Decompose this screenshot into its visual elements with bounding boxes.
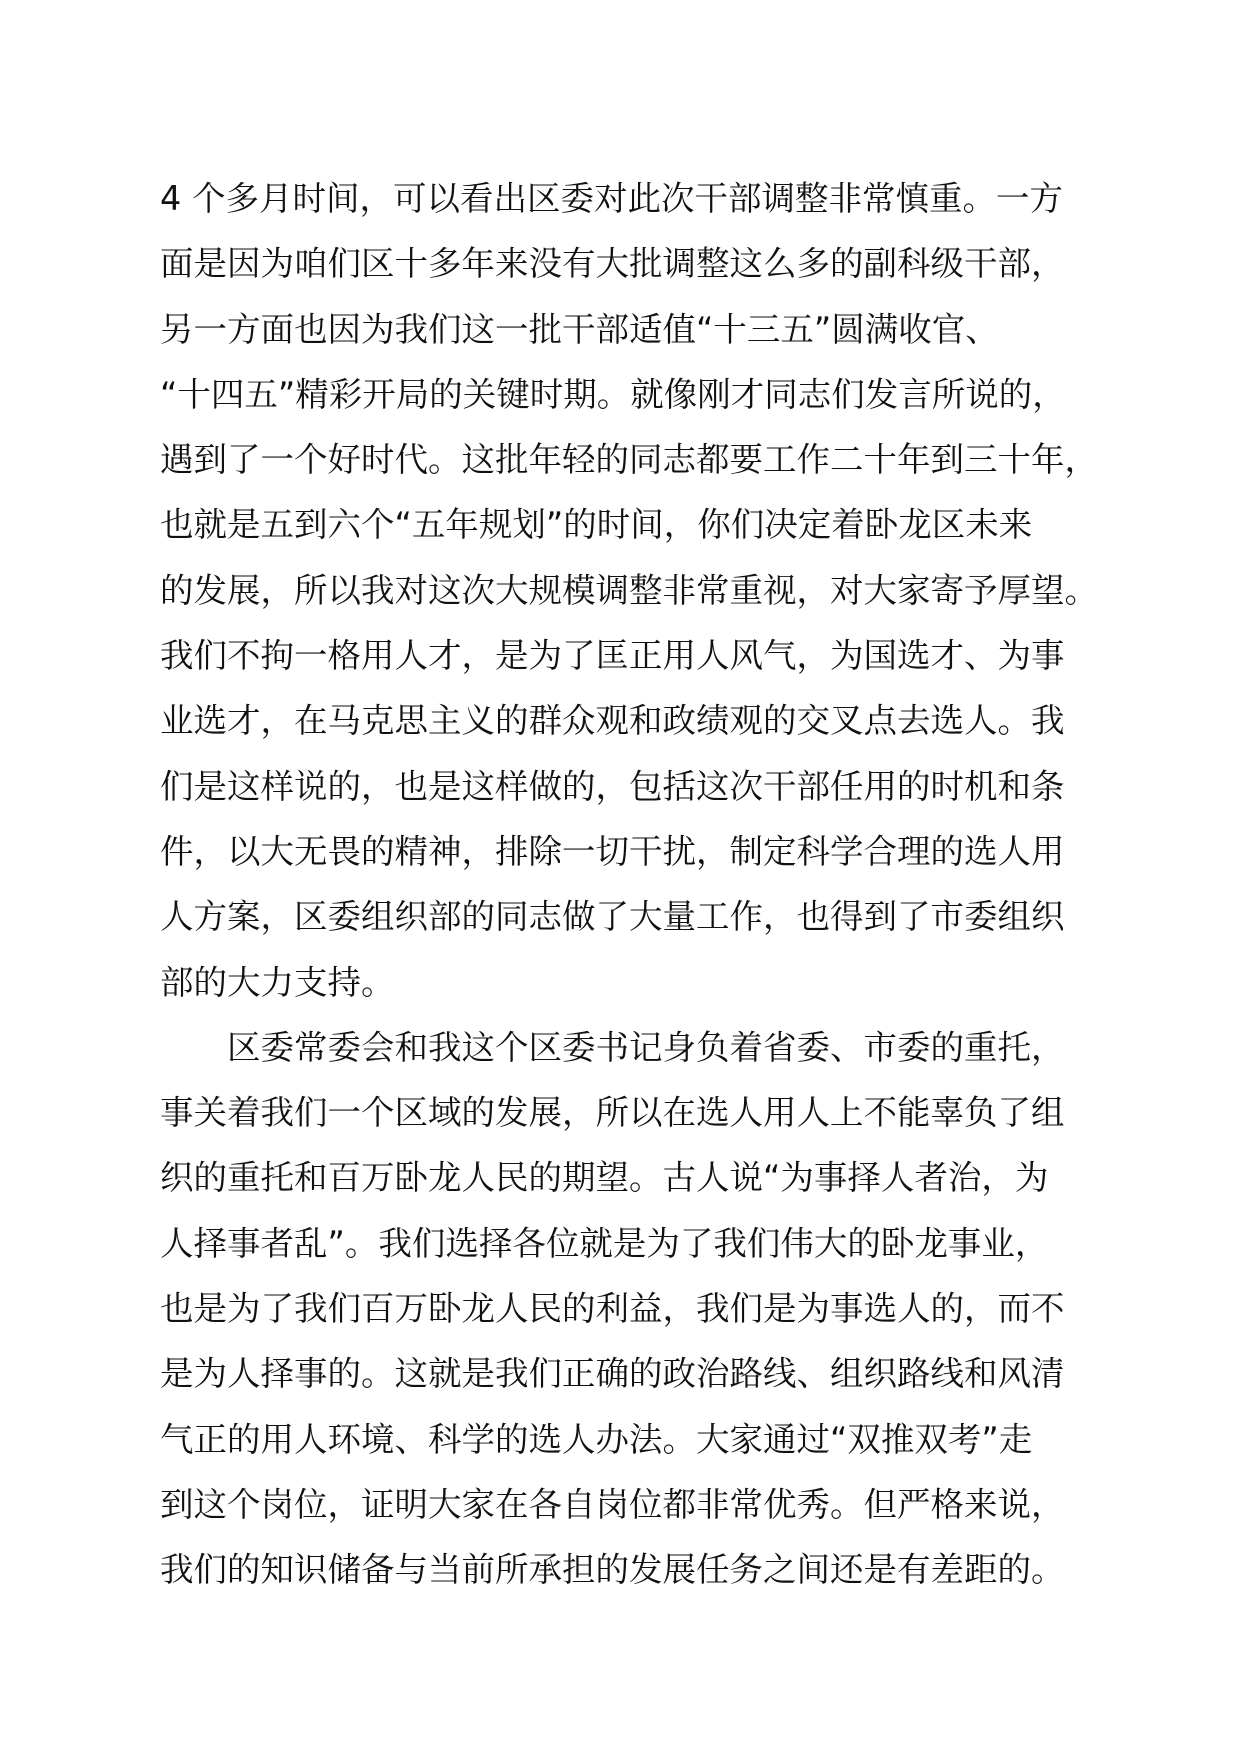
text-line: 我们不拘一格用人才，是为了匡正用人风气，为国选才、为事 bbox=[160, 636, 1065, 676]
text-line: 另一方面也因为我们这一批干部适值“十三五”圆满收官、 bbox=[160, 309, 999, 349]
text-line: 区委常委会和我这个区委书记身负着省委、市委的重托， bbox=[227, 1027, 1065, 1067]
text-line: 人择事者乱”。我们选择各位就是为了我们伟大的卧龙事业， bbox=[160, 1223, 1049, 1263]
text-line: 我们的知识储备与当前所承担的发展任务之间还是有差距的。 bbox=[160, 1550, 1065, 1590]
text-line: 织的重托和百万卧龙人民的期望。古人说“为事择人者治，为 bbox=[160, 1158, 1049, 1198]
text-line: 事关着我们一个区域的发展，所以在选人用人上不能辜负了组 bbox=[160, 1093, 1065, 1133]
text-line: 也就是五到六个“五年规划”的时间，你们决定着卧龙区未来 bbox=[160, 505, 1033, 545]
text-line: 面是因为咱们区十多年来没有大批调整这么多的副科级干部， bbox=[160, 244, 1065, 284]
text-line: 4 个多月时间，可以看出区委对此次干部调整非常慎重。一方 bbox=[160, 179, 1063, 218]
text-line: 的发展，所以我对这次大规模调整非常重视，对大家寄予厚望。 bbox=[160, 570, 1098, 610]
paragraph-1 bbox=[160, 166, 1120, 1015]
text-line: “十四五”精彩开局的关键时期。就像刚才同志们发言所说的， bbox=[160, 374, 1066, 414]
text-line: 气正的用人环境、科学的选人办法。大家通过“双推双考”走 bbox=[160, 1419, 1033, 1459]
text-line: 人方案，区委组织部的同志做了大量工作，也得到了市委组织 bbox=[160, 897, 1065, 937]
text-line: 业选才，在马克思主义的群众观和政绩观的交叉点去选人。我 bbox=[160, 701, 1065, 741]
text-line: 部的大力支持。 bbox=[160, 962, 395, 1002]
text-line: 们是这样说的，也是这样做的，包括这次干部任用的时机和条 bbox=[160, 766, 1065, 806]
paragraph-2 bbox=[160, 1015, 1120, 1603]
text-line: 到这个岗位，证明大家在各自岗位都非常优秀。但严格来说， bbox=[160, 1484, 1065, 1524]
text-line: 是为人择事的。这就是我们正确的政治路线、组织路线和风清 bbox=[160, 1354, 1065, 1394]
text-line: 遇到了一个好时代。这批年轻的同志都要工作二十年到三十年， bbox=[160, 440, 1098, 480]
body-text bbox=[160, 166, 1120, 1603]
text-line: 也是为了我们百万卧龙人民的利益，我们是为事选人的，而不 bbox=[160, 1289, 1065, 1329]
text-line: 件，以大无畏的精神，排除一切干扰，制定科学合理的选人用 bbox=[160, 831, 1065, 871]
